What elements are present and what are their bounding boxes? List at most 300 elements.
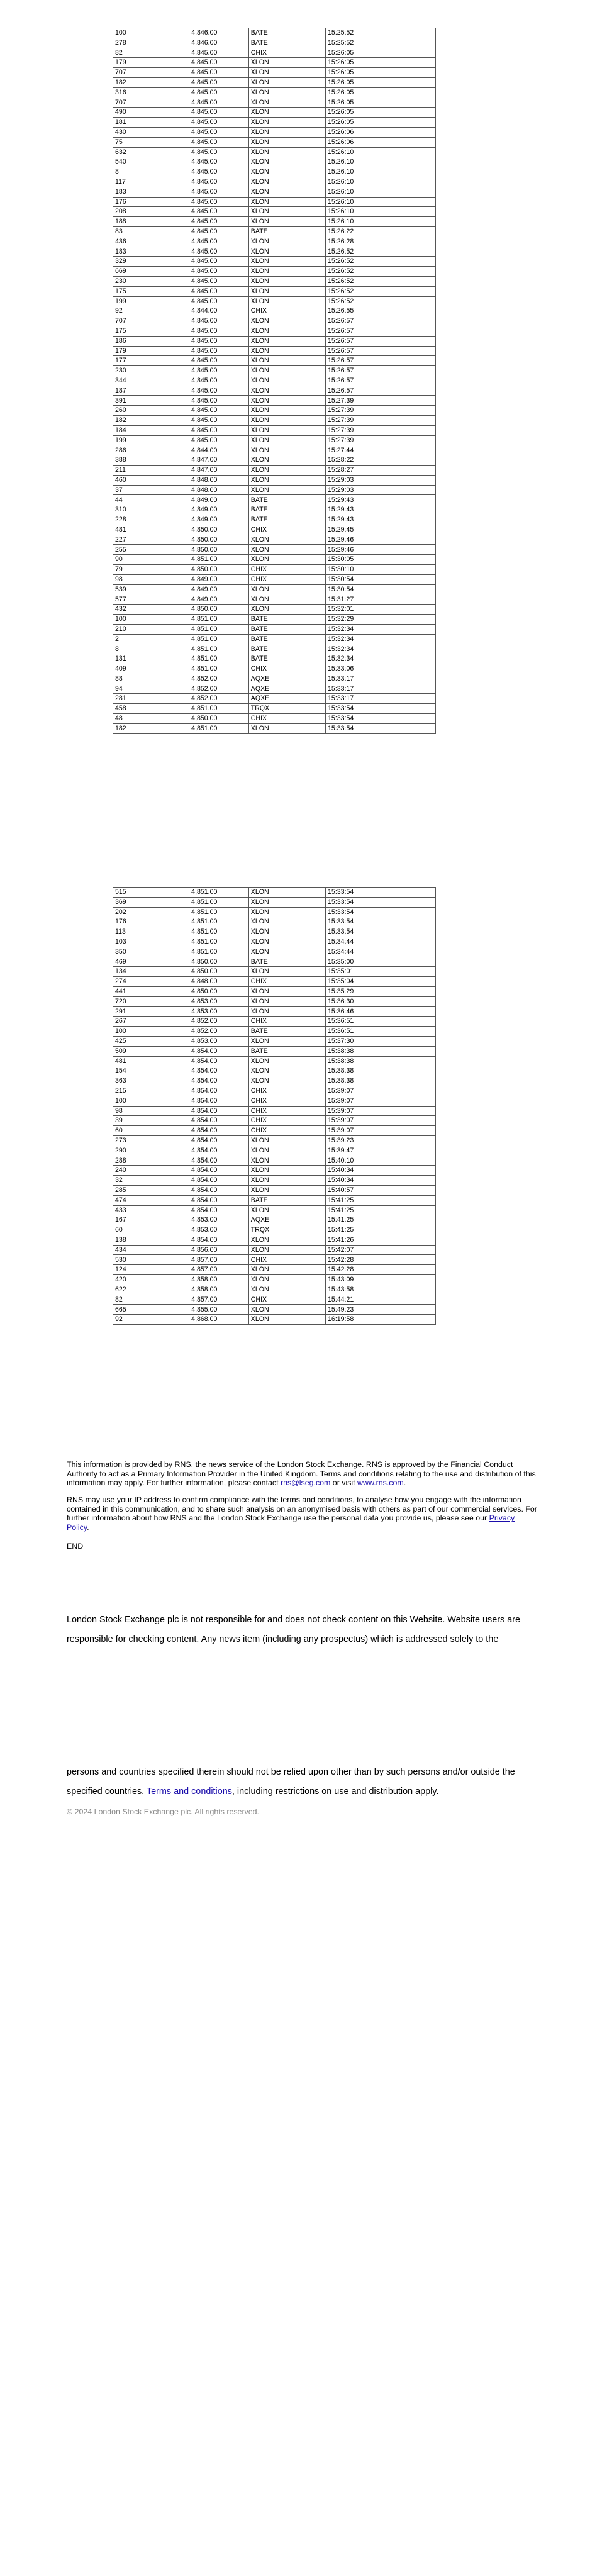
table-row [113,565,436,575]
price-cell: 4,856.00 [189,1245,249,1255]
table-row [113,634,436,644]
time-cell: 15:26:57 [326,316,436,326]
table-row [113,1215,436,1225]
table-row [113,574,436,584]
venue-cell: BATE [248,1046,325,1056]
venue-cell: BATE [248,495,325,505]
price-cell: 4,850.00 [189,986,249,996]
price-cell: 4,852.00 [189,674,249,684]
volume-cell: 420 [113,1275,189,1285]
venue-cell: AQXE [248,674,325,684]
venue-cell: XLON [248,237,325,247]
volume-cell: 199 [113,435,189,445]
volume-cell: 187 [113,386,189,396]
time-cell: 15:26:57 [326,346,436,356]
terms-and-conditions-link[interactable]: Terms and conditions [146,1787,232,1797]
volume-cell: 509 [113,1046,189,1056]
venue-cell: XLON [248,1176,325,1186]
volume-cell: 432 [113,605,189,615]
volume-cell: 100 [113,1027,189,1037]
time-cell: 15:33:54 [326,917,436,927]
volume-cell: 255 [113,545,189,555]
table-row [113,267,436,277]
table-row [113,977,436,987]
venue-cell: XLON [248,1146,325,1156]
price-cell: 4,845.00 [189,435,249,445]
time-cell: 15:27:44 [326,445,436,455]
time-cell: 15:49:23 [326,1305,436,1315]
volume-cell: 240 [113,1166,189,1176]
table-row [113,237,436,247]
volume-cell: 290 [113,1146,189,1156]
volume-cell: 344 [113,376,189,386]
price-cell: 4,845.00 [189,326,249,336]
time-cell: 15:39:47 [326,1146,436,1156]
time-cell: 15:35:00 [326,957,436,967]
table-row [113,187,436,197]
volume-cell: 215 [113,1086,189,1096]
venue-cell: XLON [248,77,325,87]
volume-cell: 60 [113,1126,189,1136]
venue-cell: XLON [248,1036,325,1046]
price-cell: 4,845.00 [189,77,249,87]
table-row [113,1166,436,1176]
price-cell: 4,845.00 [189,157,249,167]
time-cell: 15:30:05 [326,555,436,565]
venue-cell: XLON [248,336,325,346]
volume-cell: 260 [113,406,189,416]
volume-cell: 131 [113,654,189,664]
time-cell: 15:27:39 [326,425,436,435]
venue-cell: XLON [248,1235,325,1245]
price-cell: 4,855.00 [189,1305,249,1315]
time-cell: 15:26:05 [326,108,436,118]
time-cell: 15:27:39 [326,396,436,406]
table-row [113,466,436,476]
table-row [113,1126,436,1136]
table-row [113,77,436,87]
table-row [113,316,436,326]
table-row [113,306,436,316]
time-cell: 15:27:39 [326,435,436,445]
venue-cell: XLON [248,455,325,466]
time-cell: 15:26:57 [326,326,436,336]
lse-notice-text: persons and countries specified therein should not be relied upon other than by such persons and/or outside the specified countries. [67,1767,515,1797]
time-cell: 15:29:43 [326,515,436,525]
price-cell: 4,845.00 [189,137,249,147]
time-cell: 15:26:06 [326,137,436,147]
volume-cell: 98 [113,574,189,584]
volume-cell: 134 [113,967,189,977]
time-cell: 15:37:30 [326,1036,436,1046]
venue-cell: XLON [248,927,325,937]
volume-cell: 113 [113,927,189,937]
volume-cell: 391 [113,396,189,406]
table-row [113,286,436,296]
volume-cell: 267 [113,1017,189,1027]
time-cell: 15:26:10 [326,167,436,177]
price-cell: 4,849.00 [189,495,249,505]
time-cell: 15:41:25 [326,1215,436,1225]
time-cell: 15:26:05 [326,48,436,58]
volume-cell: 474 [113,1195,189,1205]
venue-cell: BATE [248,38,325,48]
volume-cell: 176 [113,197,189,207]
volume-cell: 425 [113,1036,189,1046]
table-row [113,1156,436,1166]
rns-email-link[interactable]: rns@lseg.com [280,1478,331,1487]
volume-cell: 388 [113,455,189,466]
volume-cell: 350 [113,947,189,957]
table-row [113,1056,436,1066]
price-cell: 4,845.00 [189,147,249,157]
price-cell: 4,852.00 [189,694,249,704]
price-cell: 4,847.00 [189,455,249,466]
venue-cell: BATE [248,1027,325,1037]
price-cell: 4,850.00 [189,605,249,615]
price-cell: 4,850.00 [189,525,249,535]
rns-disclaimer-mid: or visit [330,1478,358,1487]
time-cell: 15:43:58 [326,1285,436,1295]
venue-cell: XLON [248,1066,325,1076]
volume-cell: 48 [113,713,189,723]
table-row [113,1195,436,1205]
time-cell: 15:26:05 [326,68,436,78]
price-cell: 4,849.00 [189,594,249,605]
venue-cell: TRQX [248,704,325,714]
time-cell: 15:32:01 [326,605,436,615]
table-row [113,1066,436,1076]
venue-cell: CHIX [248,1086,325,1096]
time-cell: 15:29:45 [326,525,436,535]
volume-cell: 138 [113,1235,189,1245]
volume-cell: 230 [113,276,189,286]
price-cell: 4,850.00 [189,545,249,555]
price-cell: 4,851.00 [189,937,249,947]
venue-cell: BATE [248,226,325,237]
time-cell: 15:29:43 [326,505,436,515]
volume-cell: 117 [113,177,189,187]
table-row [113,917,436,927]
venue-cell: XLON [248,1056,325,1066]
price-cell: 4,848.00 [189,485,249,495]
time-cell: 15:39:07 [326,1126,436,1136]
table-row [113,723,436,733]
table-row [113,1176,436,1186]
price-cell: 4,851.00 [189,723,249,733]
time-cell: 15:29:46 [326,535,436,545]
table-row [113,68,436,78]
volume-cell: 530 [113,1255,189,1265]
venue-cell: XLON [248,545,325,555]
venue-cell: CHIX [248,1017,325,1027]
table-row [113,1285,436,1295]
venue-cell: XLON [248,406,325,416]
time-cell: 15:33:17 [326,674,436,684]
volume-cell: 103 [113,937,189,947]
time-cell: 15:34:44 [326,937,436,947]
price-cell: 4,845.00 [189,108,249,118]
table-row [113,674,436,684]
time-cell: 15:26:28 [326,237,436,247]
venue-cell: XLON [248,127,325,137]
venue-cell: XLON [248,445,325,455]
venue-cell: BATE [248,615,325,625]
price-cell: 4,854.00 [189,1116,249,1126]
copyright-notice: © 2024 London Stock Exchange plc. All rights reserved. [67,1807,259,1816]
price-cell: 4,849.00 [189,515,249,525]
volume-cell: 230 [113,366,189,376]
venue-cell: XLON [248,217,325,227]
price-cell: 4,848.00 [189,977,249,987]
time-cell: 15:40:34 [326,1166,436,1176]
venue-cell: XLON [248,356,325,366]
venue-cell: XLON [248,1315,325,1325]
time-cell: 15:30:10 [326,565,436,575]
volume-cell: 227 [113,535,189,545]
price-cell: 4,845.00 [189,416,249,426]
lse-notice-end: , including restrictions on use and distribution apply. [231,1787,439,1797]
time-cell: 15:42:28 [326,1255,436,1265]
table-row [113,87,436,98]
time-cell: 15:32:34 [326,644,436,654]
venue-cell: XLON [248,947,325,957]
table-row [113,226,436,237]
table-row [113,664,436,674]
price-cell: 4,845.00 [189,376,249,386]
volume-cell: 273 [113,1135,189,1146]
venue-cell: XLON [248,485,325,495]
price-cell: 4,851.00 [189,644,249,654]
venue-cell: XLON [248,147,325,157]
privacy-policy-link[interactable]: Privacy Policy [67,1514,515,1532]
time-cell: 15:38:38 [326,1066,436,1076]
table-row [113,704,436,714]
table-row [113,1086,436,1096]
time-cell: 15:33:54 [326,897,436,907]
price-cell: 4,845.00 [189,58,249,68]
table-row [113,28,436,38]
venue-cell: CHIX [248,306,325,316]
venue-cell: TRQX [248,1225,325,1235]
time-cell: 15:29:03 [326,475,436,485]
venue-cell: CHIX [248,713,325,723]
time-cell: 15:26:05 [326,77,436,87]
table-row [113,525,436,535]
volume-cell: 211 [113,466,189,476]
time-cell: 15:26:10 [326,147,436,157]
table-row [113,147,436,157]
table-row [113,555,436,565]
price-cell: 4,845.00 [189,68,249,78]
time-cell: 15:41:25 [326,1195,436,1205]
volume-cell: 124 [113,1265,189,1275]
volume-cell: 88 [113,674,189,684]
table-row [113,1265,436,1275]
time-cell: 15:33:54 [326,704,436,714]
table-row [113,605,436,615]
rns-website-link[interactable]: www.rns.com [357,1478,404,1487]
table-row [113,1017,436,1027]
time-cell: 15:28:27 [326,466,436,476]
venue-cell: BATE [248,957,325,967]
volume-cell: 100 [113,28,189,38]
time-cell: 15:29:46 [326,545,436,555]
volume-cell: 310 [113,505,189,515]
price-cell: 4,845.00 [189,336,249,346]
price-cell: 4,845.00 [189,118,249,128]
volume-cell: 469 [113,957,189,967]
price-cell: 4,854.00 [189,1146,249,1156]
time-cell: 15:26:57 [326,376,436,386]
price-cell: 4,845.00 [189,247,249,257]
price-cell: 4,845.00 [189,296,249,306]
time-cell: 15:39:07 [326,1116,436,1126]
venue-cell: BATE [248,654,325,664]
table-row [113,584,436,594]
time-cell: 15:39:07 [326,1106,436,1116]
time-cell: 15:26:10 [326,177,436,187]
time-cell: 15:35:04 [326,977,436,987]
price-cell: 4,849.00 [189,574,249,584]
volume-cell: 515 [113,888,189,898]
table-row [113,1027,436,1037]
venue-cell: XLON [248,1305,325,1315]
price-cell: 4,854.00 [189,1046,249,1056]
volume-cell: 182 [113,77,189,87]
time-cell: 15:32:34 [326,654,436,664]
venue-cell: XLON [248,986,325,996]
venue-cell: CHIX [248,1126,325,1136]
volume-cell: 458 [113,704,189,714]
volume-cell: 183 [113,187,189,197]
time-cell: 15:35:29 [326,986,436,996]
table-row [113,406,436,416]
price-cell: 4,849.00 [189,505,249,515]
time-cell: 15:29:43 [326,495,436,505]
venue-cell: XLON [248,605,325,615]
venue-cell: XLON [248,137,325,147]
time-cell: 15:26:57 [326,336,436,346]
time-cell: 15:33:54 [326,907,436,917]
volume-cell: 83 [113,226,189,237]
venue-cell: XLON [248,937,325,947]
table-row [113,907,436,917]
time-cell: 15:32:29 [326,615,436,625]
time-cell: 15:32:34 [326,634,436,644]
price-cell: 4,852.00 [189,684,249,694]
volume-cell: 184 [113,425,189,435]
venue-cell: XLON [248,167,325,177]
table-row [113,127,436,137]
price-cell: 4,844.00 [189,445,249,455]
volume-cell: 39 [113,1116,189,1126]
time-cell: 15:26:57 [326,366,436,376]
volume-cell: 481 [113,1056,189,1066]
volume-cell: 208 [113,207,189,217]
table-row [113,1255,436,1265]
volume-cell: 186 [113,336,189,346]
price-cell: 4,858.00 [189,1285,249,1295]
time-cell: 15:33:17 [326,684,436,694]
price-cell: 4,854.00 [189,1205,249,1215]
rns-disclaimer-end: . [403,1478,406,1487]
volume-cell: 441 [113,986,189,996]
time-cell: 15:33:54 [326,723,436,733]
transactions-table-1-body [113,28,436,734]
rns-disclaimer-paragraph [67,1460,538,1488]
table-row [113,98,436,108]
time-cell: 15:36:51 [326,1027,436,1037]
time-cell: 15:43:09 [326,1275,436,1285]
table-row [113,366,436,376]
volume-cell: 291 [113,1006,189,1017]
volume-cell: 281 [113,694,189,704]
venue-cell: CHIX [248,48,325,58]
table-row [113,485,436,495]
time-cell: 15:26:52 [326,267,436,277]
table-row [113,684,436,694]
venue-cell: XLON [248,1265,325,1275]
table-row [113,1225,436,1235]
venue-cell: BATE [248,515,325,525]
venue-cell: XLON [248,98,325,108]
price-cell: 4,845.00 [189,187,249,197]
time-cell: 15:33:54 [326,927,436,937]
price-cell: 4,848.00 [189,475,249,485]
price-cell: 4,851.00 [189,927,249,937]
price-cell: 4,851.00 [189,897,249,907]
venue-cell: XLON [248,416,325,426]
volume-cell: 436 [113,237,189,247]
table-row [113,967,436,977]
venue-cell: XLON [248,1156,325,1166]
table-row [113,1076,436,1086]
volume-cell: 92 [113,306,189,316]
price-cell: 4,868.00 [189,1315,249,1325]
table-row [113,1006,436,1017]
venue-cell: XLON [248,267,325,277]
table-row [113,396,436,406]
venue-cell: XLON [248,917,325,927]
venue-cell: XLON [248,87,325,98]
volume-cell: 228 [113,515,189,525]
table-row [113,58,436,68]
price-cell: 4,850.00 [189,957,249,967]
volume-cell: 199 [113,296,189,306]
table-row [113,937,436,947]
table-row [113,326,436,336]
time-cell: 15:39:07 [326,1096,436,1106]
volume-cell: 622 [113,1285,189,1295]
volume-cell: 60 [113,1225,189,1235]
volume-cell: 90 [113,555,189,565]
table-row [113,475,436,485]
time-cell: 15:34:44 [326,947,436,957]
lse-notice-part2 [67,1763,545,1802]
table-row [113,416,436,426]
table-row [113,1116,436,1126]
venue-cell: BATE [248,28,325,38]
venue-cell: CHIX [248,565,325,575]
time-cell: 15:33:54 [326,888,436,898]
time-cell: 15:27:39 [326,416,436,426]
venue-cell: XLON [248,68,325,78]
time-cell: 15:41:25 [326,1205,436,1215]
venue-cell: XLON [248,1285,325,1295]
table-row [113,356,436,366]
venue-cell: XLON [248,197,325,207]
